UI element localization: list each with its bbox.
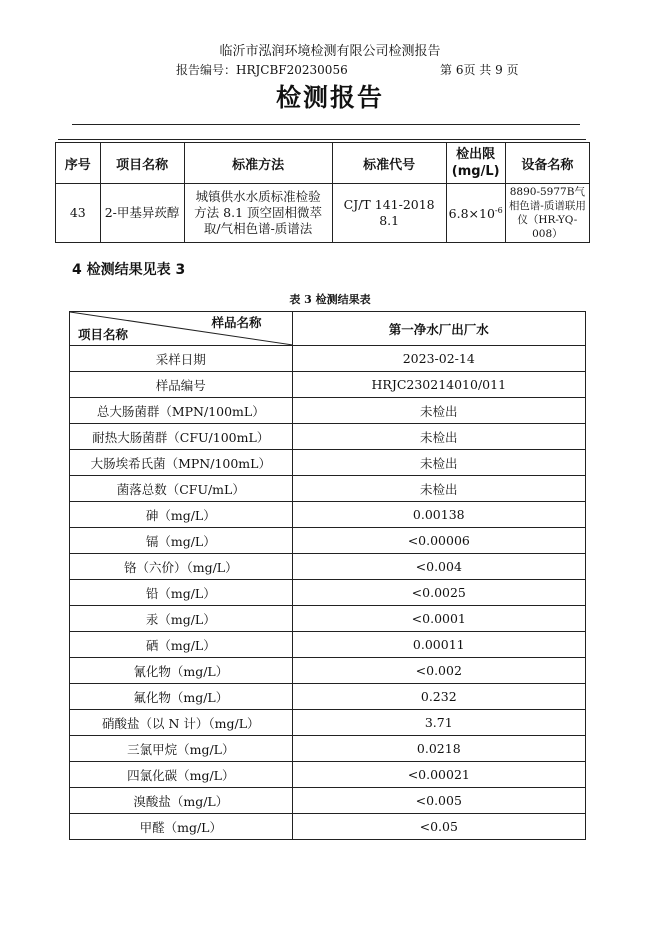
page-title: 检测报告 [275,83,384,112]
table-row [70,528,586,554]
section-heading: 4 检测结果见表 3 [72,262,186,278]
method-table-header-row [56,143,590,184]
table-row [70,346,586,372]
cell-code: CJ/T 141-2018 8.1 [332,184,446,243]
col-header-seq: 序号 [56,143,101,184]
table-row [70,372,586,398]
sample-name-header: 第一净水厂出厂水 [292,312,585,346]
table-row [70,658,586,684]
table-row [70,502,586,528]
result-item-name: 耐热大肠菌群（CFU/100mL） [70,424,293,450]
result-item-name: 溴酸盐（mg/L） [70,788,293,814]
title-underline-bottom [58,139,586,140]
result-value: <0.05 [292,814,585,840]
header-item-label: 项目名称 [78,327,129,342]
result-value: 0.00138 [292,502,585,528]
header-sample-label: 样品名称 [211,315,262,330]
method-table [55,142,590,243]
cell-equipment: 8890-5977B气相色谱-质谱联用仪（HR-YQ-008） [505,184,589,243]
result-item-name: 汞（mg/L） [70,606,293,632]
title-underline-top [72,124,580,125]
table-row [70,632,586,658]
table-row [70,424,586,450]
result-item-name: 砷（mg/L） [70,502,293,528]
result-value: <0.004 [292,554,585,580]
result-item-name: 样品编号 [70,372,293,398]
result-value: 0.232 [292,684,585,710]
table-row [70,814,586,840]
result-item-name: 四氯化碳（mg/L） [70,762,293,788]
col-header-limit: 检出限 (mg/L) [446,143,505,184]
result-value: 未检出 [292,450,585,476]
company-report-header: 临沂市泓润环境检测有限公司检测报告 [219,44,441,59]
table-row [70,398,586,424]
method-table-row [56,184,590,243]
result-item-name: 菌落总数（CFU/mL） [70,476,293,502]
table-row [70,476,586,502]
result-item-name: 采样日期 [70,346,293,372]
table-row [70,580,586,606]
table-row [70,450,586,476]
cell-limit [446,184,505,243]
limit-base: 6.8×10 [448,206,495,222]
result-item-name: 大肠埃希氏菌（MPN/100mL） [70,450,293,476]
cell-seq: 43 [56,184,101,243]
table-row [70,554,586,580]
page-number: 第 6页 共 9 页 [440,63,519,77]
result-value: <0.002 [292,658,585,684]
result-value: <0.0001 [292,606,585,632]
result-value: 0.00011 [292,632,585,658]
result-item-name: 总大肠菌群（MPN/100mL） [70,398,293,424]
result-value: 未检出 [292,424,585,450]
table-row [70,736,586,762]
result-item-name: 甲醛（mg/L） [70,814,293,840]
result-value: <0.0025 [292,580,585,606]
result-value: 未检出 [292,398,585,424]
results-table [69,311,586,840]
result-item-name: 镉（mg/L） [70,528,293,554]
result-item-name: 硝酸盐（以 N 计）（mg/L） [70,710,293,736]
table-row [70,710,586,736]
result-value: <0.005 [292,788,585,814]
table-row [70,788,586,814]
table-caption: 表 3 检测结果表 [289,293,371,306]
table-row [70,762,586,788]
result-value: 未检出 [292,476,585,502]
cell-item: 2-甲基异莰醇 [100,184,184,243]
limit-exponent: -6 [494,206,503,216]
result-item-name: 铬（六价）（mg/L） [70,554,293,580]
table-row [70,684,586,710]
result-value: 0.0218 [292,736,585,762]
result-item-name: 硒（mg/L） [70,632,293,658]
result-item-name: 三氯甲烷（mg/L） [70,736,293,762]
col-header-equipment: 设备名称 [505,143,589,184]
result-item-name: 氰化物（mg/L） [70,658,293,684]
result-value: <0.00006 [292,528,585,554]
result-item-name: 氟化物（mg/L） [70,684,293,710]
result-value: HRJC230214010/011 [292,372,585,398]
col-header-item: 项目名称 [100,143,184,184]
report-number: 报告编号：HRJCBF20230056 [176,63,348,77]
diagonal-header-cell [70,312,293,346]
table-row [70,606,586,632]
col-header-code: 标准代号 [332,143,446,184]
result-item-name: 铅（mg/L） [70,580,293,606]
result-value: <0.00021 [292,762,585,788]
result-value: 3.71 [292,710,585,736]
results-header-row [70,312,586,346]
col-header-method: 标准方法 [184,143,332,184]
cell-method: 城镇供水水质标准检验方法 8.1 顶空固相微萃取/气相色谱-质谱法 [184,184,332,243]
result-value: 2023-02-14 [292,346,585,372]
